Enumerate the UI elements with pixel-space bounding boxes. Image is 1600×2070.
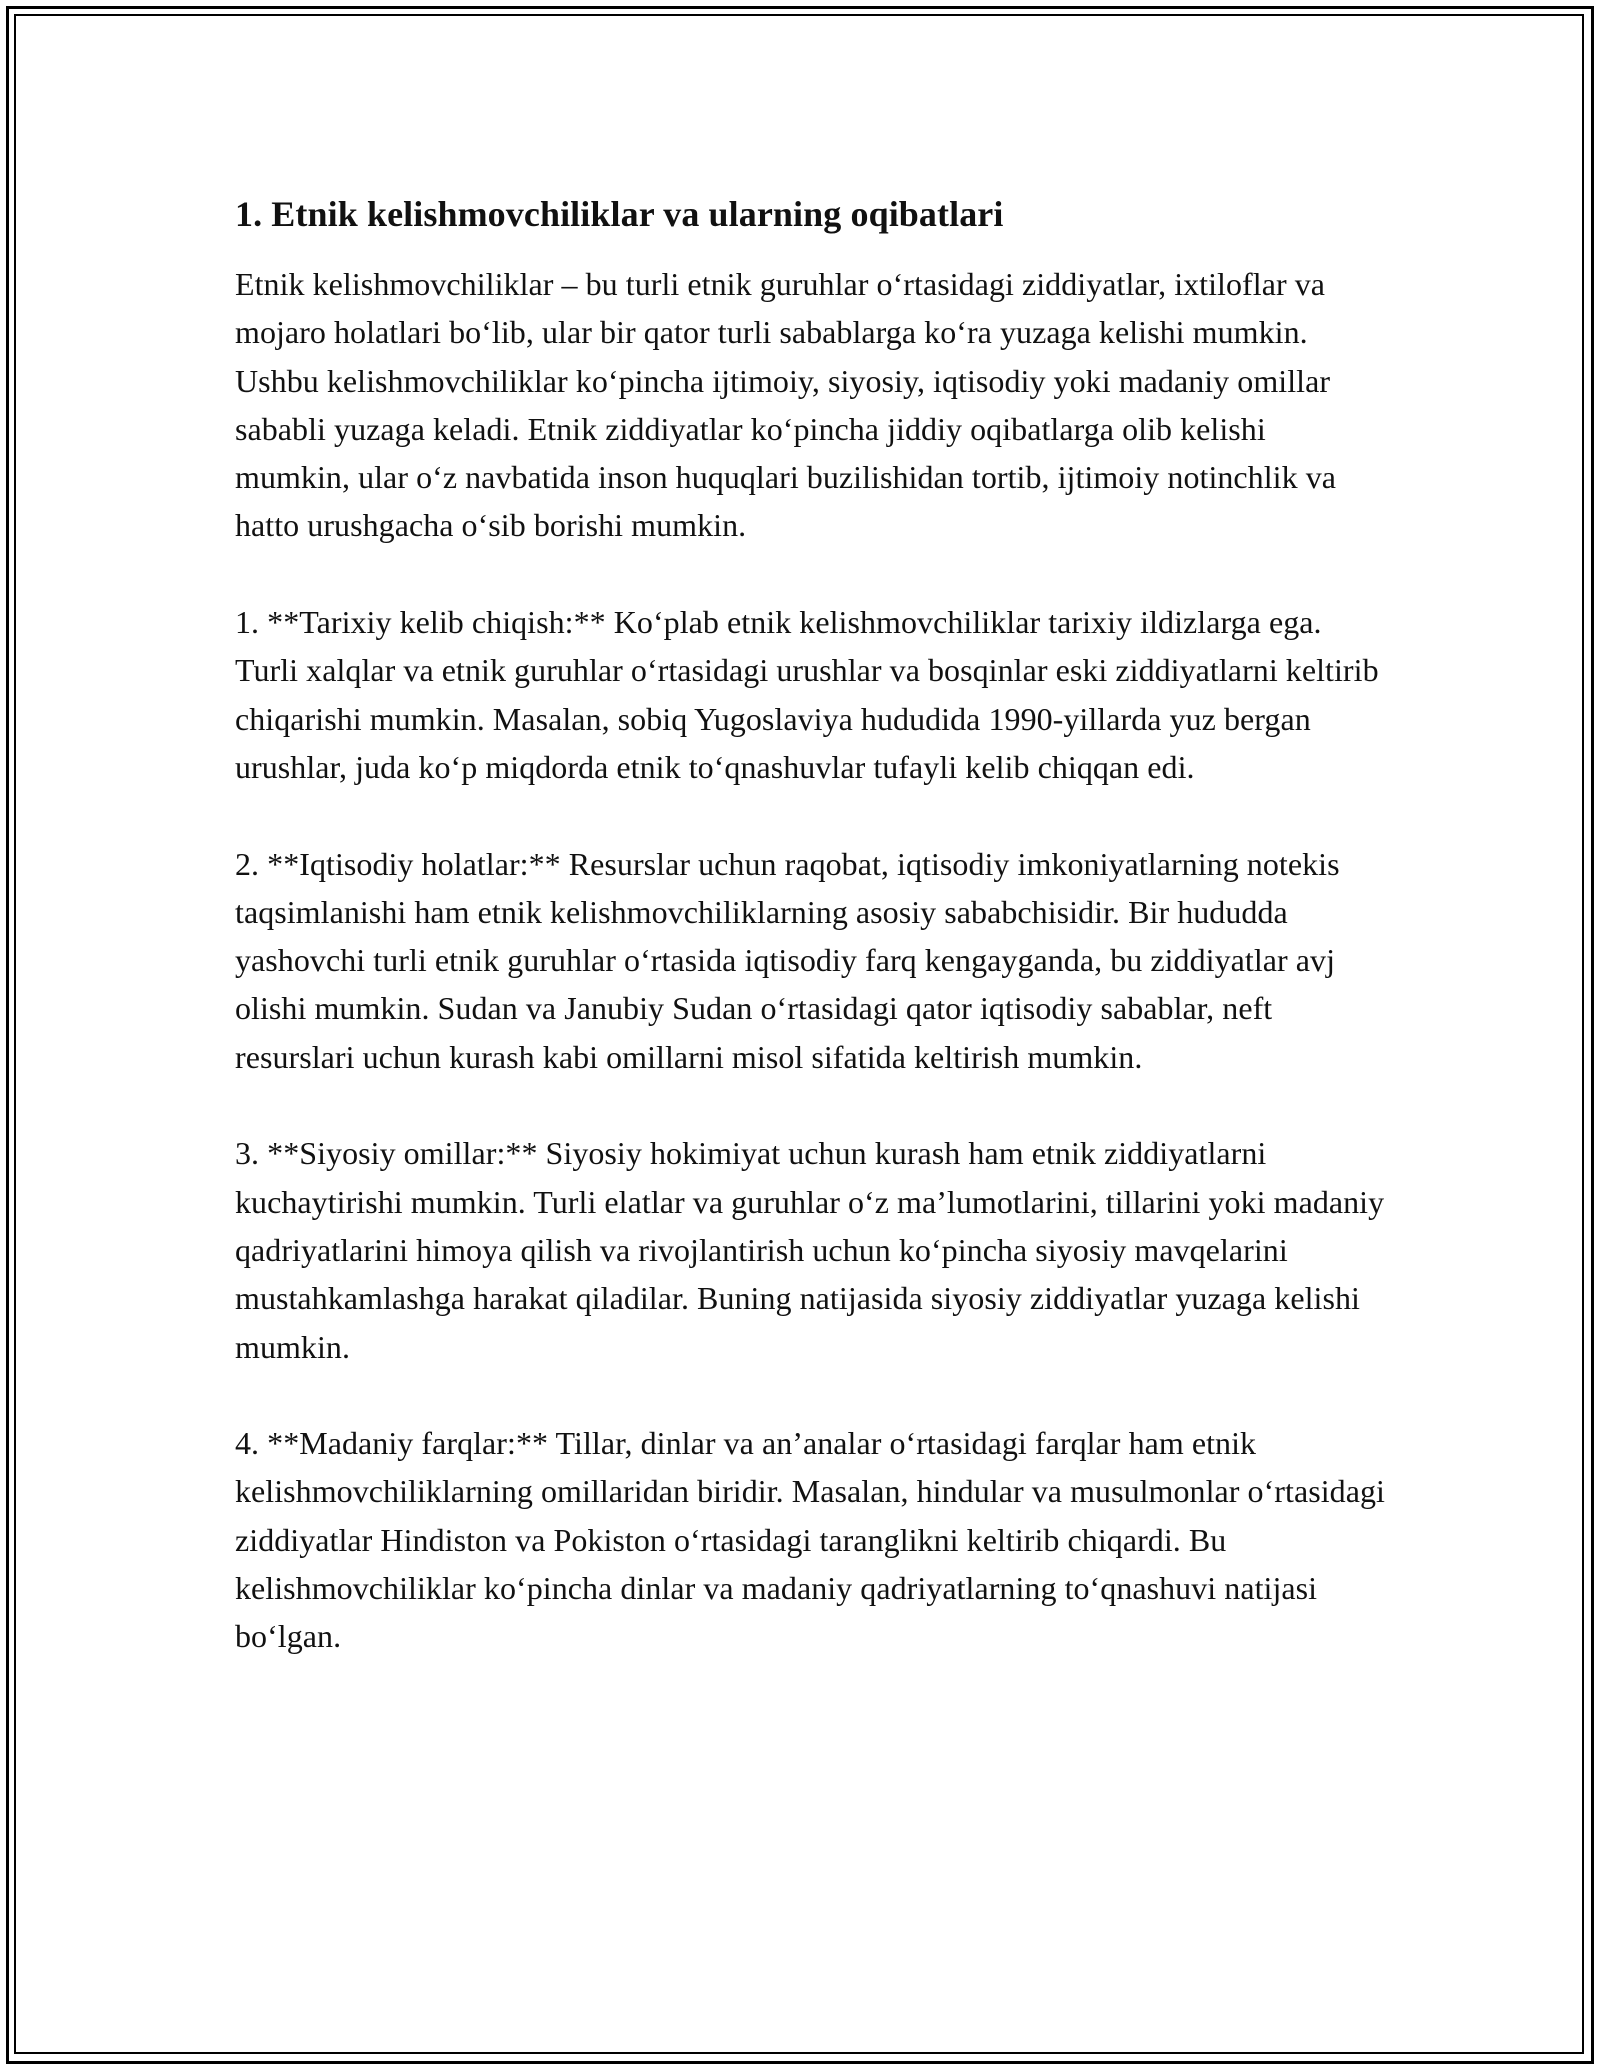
paragraph-political-factors: 3. **Siyosiy omillar:** Siyosiy hokimiyat uchun kurash ham etnik ziddiyatlarni kuchaytirishi mumkin. Turli elatlar va guruhlar o‘z ma’lumotlarini, tillarini yoki madaniy qadriyatlarini himoya qilish va rivojlantirish uchun ko‘pincha siyosiy mavqelarini mustahkamlashga harakat qiladilar. Buning natijasida siyosiy ziddiyatlar yuzaga kelishi mumkin. — [235, 1135, 1385, 1365]
paragraph-historical-origins: 1. **Tarixiy kelib chiqish:** Ko‘plab etnik kelishmovchiliklar tarixiy ildizlarga ega. Turli xalqlar va etnik guruhlar o‘rtasidagi urushlar va bosqinlar eski ziddiyatlarni keltirib chiqarishi mumkin. Masalan, sobiq Yugoslaviya hududida 1990-yillarda yuz bergan urushlar, juda ko‘p miqdorda etnik to‘qnashuvlar tufayli kelib chiqqan edi. — [235, 604, 1379, 785]
paragraph-economic-conditions: 2. **Iqtisodiy holatlar:** Resurslar uchun raqobat, iqtisodiy imkoniyatlarning notekis taqsimlanishi ham etnik kelishmovchiliklarning asosiy sababchisidir. Bir hududda yashovchi turli etnik guruhlar o‘rtasida iqtisodiy farq kengayganda, bu ziddiyatlar avj olishi mumkin. Sudan va Janubiy Sudan o‘rtasidagi qator iqtisodiy sabablar, neft resurslari uchun kurash kabi omillarni misol sifatida keltirish mumkin. — [235, 845, 1340, 1075]
paragraph-cultural-differences: 4. **Madaniy farqlar:** Tillar, dinlar va an’analar o‘rtasidagi farqlar ham etnik kelishmovchiliklarning omillaridan biridir. Masalan, hindular va musulmonlar o‘rtasidagi ziddiyatlar Hindiston va Pokiston o‘rtasidagi taranglikni keltirib chiqardi. Bu kelishmovchiliklar ko‘pincha dinlar va madaniy qadriyatlarning to‘qnashuvi natijasi bo‘lgan. — [235, 1425, 1385, 1655]
section-heading: 1. Etnik kelishmovchiliklar va ularning oqibatlari — [235, 194, 1004, 234]
intro-paragraph: Etnik kelishmovchiliklar – bu turli etnik guruhlar o‘rtasidagi ziddiyatlar, ixtiloflar va mojaro holatlari bo‘lib, ular bir qator turli sabablarga ko‘ra yuzaga kelishi mumkin. Ushbu kelishmovchiliklar ko‘pincha ijtimoiy, siyosiy, iqtisodiy yoki madaniy omillar sababli yuzaga keladi. Etnik ziddiyatlar ko‘pincha jiddiy oqibatlarga olib kelishi mumkin, ular o‘z navbatida inson huquqlari buzilishidan tortib, ijtimoiy notinchlik va hatto urushgacha o‘sib borishi mumkin. — [235, 266, 1337, 544]
document-body — [235, 188, 1385, 1709]
